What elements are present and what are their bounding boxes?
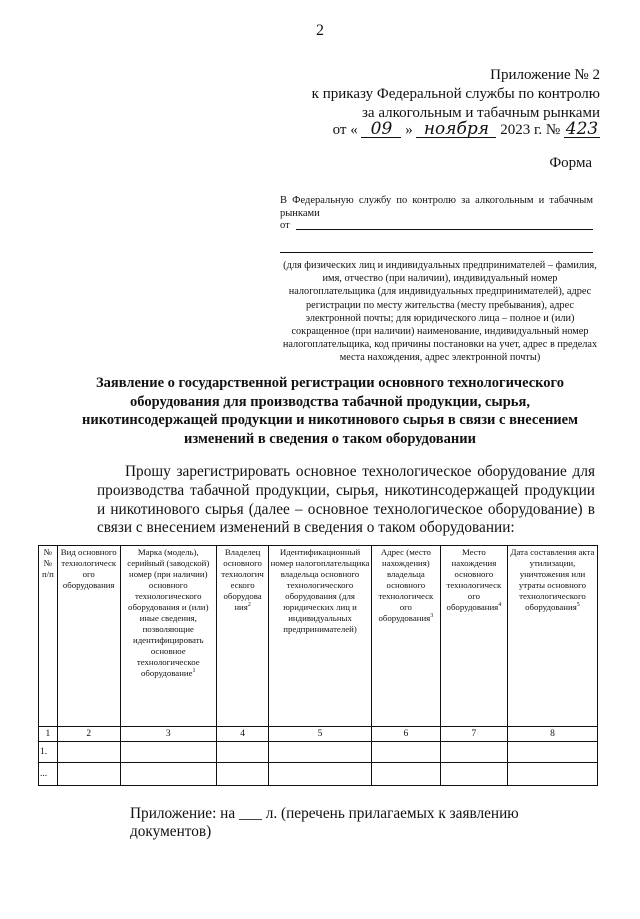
table-header-row <box>39 546 598 727</box>
table-header-cell: Марка (модель), серийный (заводской) номер (при наличии) основного технологического оборудования и (или) иные сведения, позволяющие идентифицировать основное технологическое оборудование$^1$ <box>120 546 216 727</box>
column-number: 1 <box>39 727 58 742</box>
table-column-number-row <box>39 727 598 742</box>
column-number: 2 <box>57 727 120 742</box>
table-header-cell: Владелец основного технологич еского оборудова ния$^2$ <box>216 546 268 727</box>
page-number: 2 <box>316 22 324 39</box>
table-cell <box>120 763 216 786</box>
address-from-label: от <box>280 220 290 231</box>
table-header-cell: Вид основного технологическ ого оборудования <box>57 546 120 727</box>
table-cell <box>371 742 440 763</box>
row-number: ... <box>39 763 58 786</box>
request-text <box>97 463 595 538</box>
document-title: Заявление о государственной регистрации основного технологического оборудования для производства табачной продукции, сырья, никотинсодержащей продукции и никотинового сырья в связи с внесением изменений в сведения о таком оборудовании <box>82 375 578 447</box>
order-number: 423 <box>565 119 599 139</box>
footnote-mark: 4 <box>498 602 502 609</box>
table-header-cell: № № п/п <box>39 546 58 727</box>
date-year: 2023 г. № <box>500 122 561 138</box>
date-prefix: от « <box>332 122 358 138</box>
form-label: Форма <box>549 155 592 171</box>
table-cell <box>269 763 372 786</box>
column-number: 4 <box>216 727 268 742</box>
table-cell <box>269 742 372 763</box>
footnote-mark: 3 <box>430 613 434 620</box>
table-row <box>39 742 598 763</box>
address-from-line <box>296 229 593 230</box>
table-cell <box>216 763 268 786</box>
equipment-table <box>38 545 598 786</box>
table-header-cell: Место нахождения основного технологическ ого оборудования$^4$ <box>440 546 507 727</box>
column-number: 8 <box>507 727 597 742</box>
table-cell <box>57 763 120 786</box>
column-number: 5 <box>269 727 372 742</box>
table-header-cell: Дата составления акта утилизации, уничтожения или утраты основного технологического оборудования$^5$ <box>507 546 597 727</box>
appendix-date-line <box>300 121 600 140</box>
applicant-hint: (для физических лиц и индивидуальных предпринимателей – фамилия, имя, отчество (при наличии), индивидуальный номер налогоплательщика (для индивидуальных предпринимателей), адрес регистрации по месту жительства (месту пребывания), адрес электронной почты; для юридического лица – полное и (или) сокращенное (при наличии) наименование, индивидуальный номер налогоплательщика, код причины постановки на учет, адрес в пределах места нахождения, адрес электронной почты) <box>282 260 598 364</box>
date-mid: » <box>405 122 413 138</box>
date-month: ноября <box>416 121 496 138</box>
row-number: 1. <box>39 742 58 763</box>
table-cell <box>120 742 216 763</box>
footnote-mark: 5 <box>576 602 580 609</box>
table-cell <box>216 742 268 763</box>
address-to: В Федеральную службу по контролю за алкогольным и табачным рынками <box>280 195 593 219</box>
column-number: 3 <box>120 727 216 742</box>
appendix-line-1: Приложение № 2 <box>490 67 600 83</box>
table-header-cell: Идентификационный номер налогоплательщика владельца основного технологического оборудования (для юридических лиц и индивидуальных предпринимателей) <box>269 546 372 727</box>
request-paragraph: Прошу зарегистрировать основное технологическое оборудование для производства табачной продукции, сырья, никотинсодержащей продукции и никотинового сырья (далее – основное технологическое оборудование) в связи с внесением изменений в сведения о таком оборудовании: <box>97 463 595 537</box>
footnote-mark: 2 <box>247 602 251 609</box>
table-header-cell: Адрес (место нахождения) владельца основного технологическ ого оборудования$^3$ <box>371 546 440 727</box>
table-row <box>39 763 598 786</box>
column-number: 7 <box>440 727 507 742</box>
attachment-note: Приложение: на ___ л. (перечень прилагаемых к заявлению документов) <box>130 805 519 840</box>
table-cell <box>440 763 507 786</box>
date-day: 09 <box>361 121 401 138</box>
table-cell <box>57 742 120 763</box>
address-from-row <box>280 219 593 232</box>
table-cell <box>371 763 440 786</box>
table-cell <box>507 742 597 763</box>
column-number: 6 <box>371 727 440 742</box>
table-cell <box>507 763 597 786</box>
applicant-line <box>280 252 593 253</box>
footnote-mark: 1 <box>192 668 196 675</box>
table-cell <box>440 742 507 763</box>
appendix-line-3: за алкогольным и табачным рынками <box>362 105 600 121</box>
appendix-line-2: к приказу Федеральной службы по контролю <box>311 86 600 102</box>
